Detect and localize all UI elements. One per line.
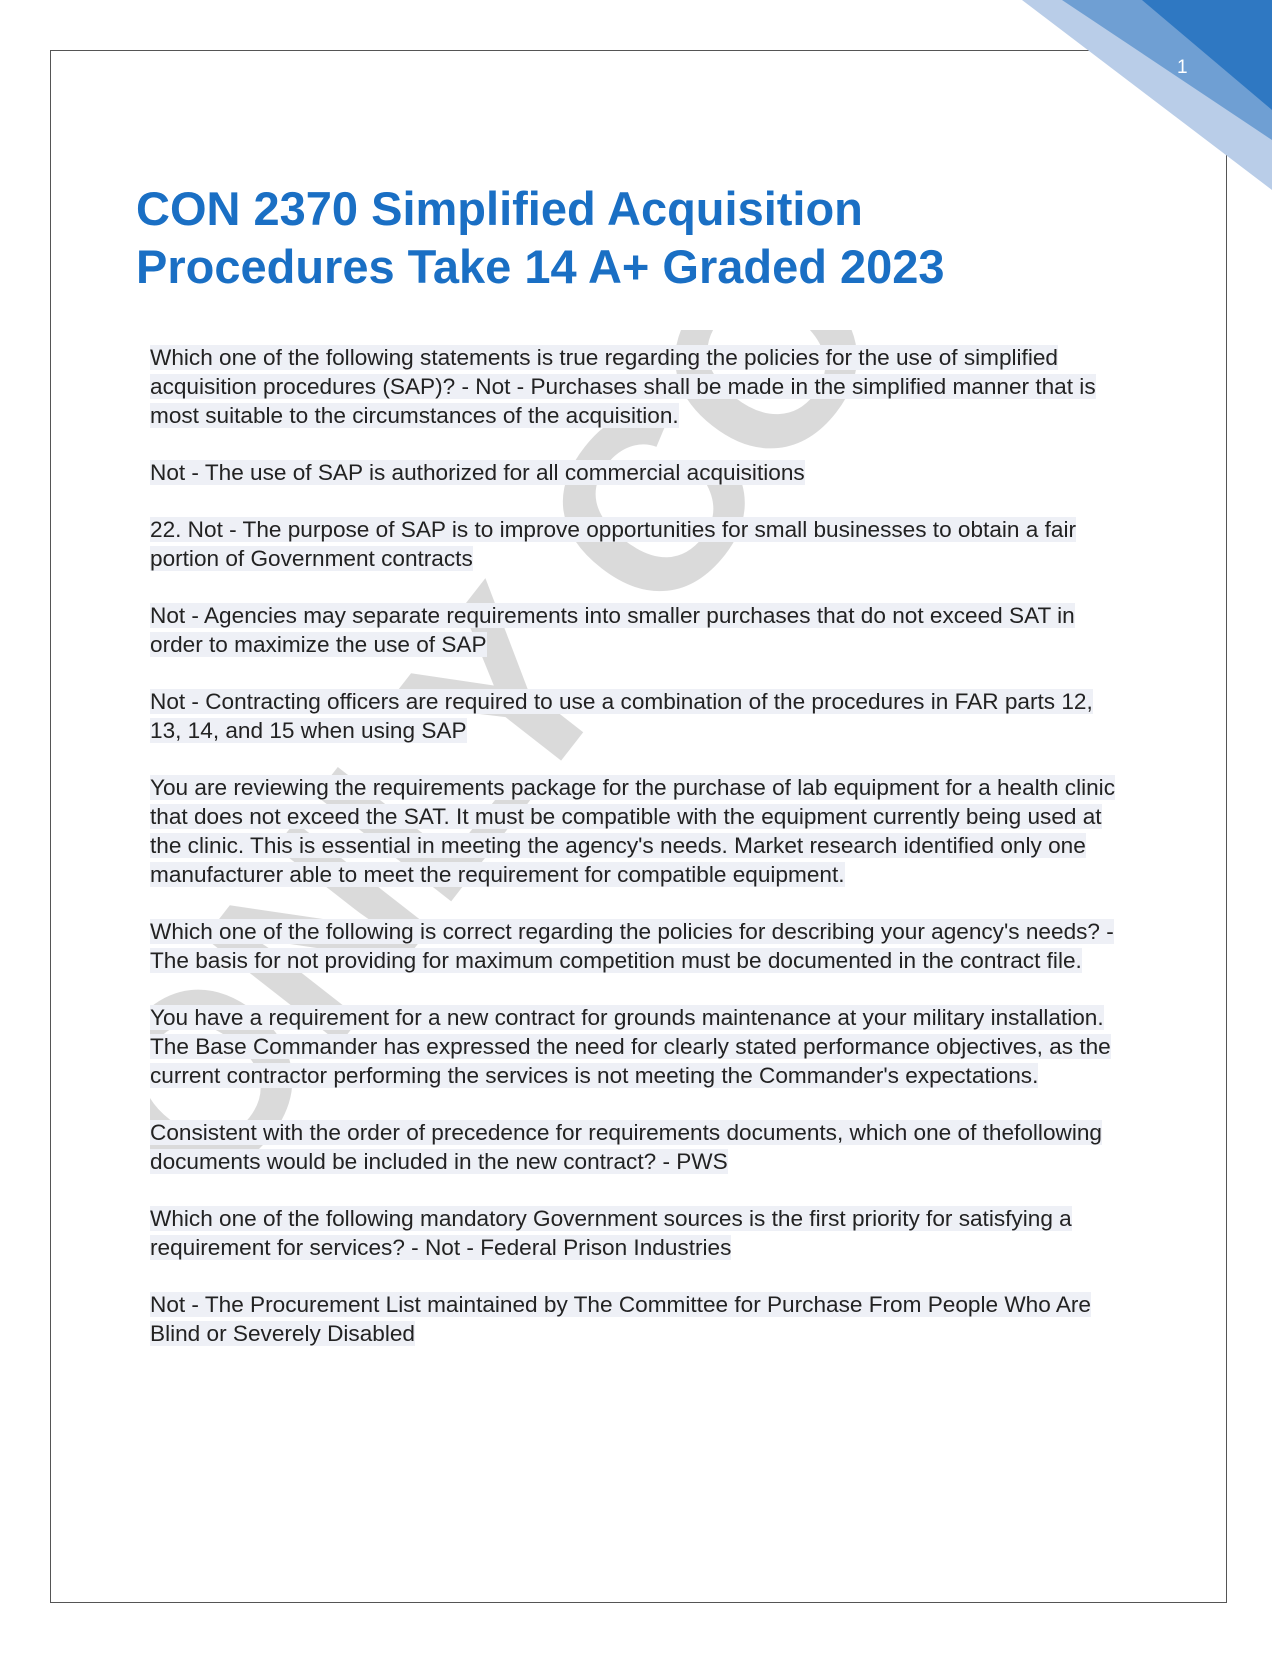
document-body	[150, 343, 1130, 1376]
paragraph-2: Not - The use of SAP is authorized for all commercial acquisitions	[150, 460, 805, 485]
document-title: CON 2370 Simplified Acquisition Procedures Take 14 A+ Graded 2023	[136, 182, 945, 293]
paragraph-6: You are reviewing the requirements package for the purchase of lab equipment for a health clinic that does not exceed the SAT. It must be compatible with the equipment currently being used at the clinic. This is essential in meeting the agency's needs. Market research identified only one manufacturer able to meet the requirement for compatible equipment.	[150, 775, 1115, 887]
paragraph-1: Which one of the following statements is true regarding the policies for the use of simplified acquisition procedures (SAP)? - Not - Purchases shall be made in the simplified manner that is most suitable to the circumstances of the acquisition.	[150, 345, 1096, 428]
page-number: 1	[1177, 57, 1188, 78]
paragraph-9: Consistent with the order of precedence for requirements documents, which one of thefollowing documents would be included in the new contract? - PWS	[150, 1120, 1102, 1174]
corner-decoration	[1022, 0, 1280, 200]
paragraph-8: You have a requirement for a new contract for grounds maintenance at your military installation. The Base Commander has expressed the need for clearly stated performance objectives, as the current contractor performing the services is not meeting the Commander's expectations.	[150, 1005, 1111, 1088]
paragraph-7: Which one of the following is correct regarding the policies for describing your agency's needs? - The basis for not providing for maximum competition must be documented in the contract file.	[150, 919, 1114, 973]
paragraph-3: 22. Not - The purpose of SAP is to improve opportunities for small businesses to obtain a fair portion of Government contracts	[150, 517, 1076, 571]
paragraph-5: Not - Contracting officers are required to use a combination of the procedures in FAR parts 12, 13, 14, and 15 when using SAP	[150, 689, 1093, 743]
paragraph-10: Which one of the following mandatory Government sources is the first priority for satisfying a requirement for services? - Not - Federal Prison Industries	[150, 1206, 1072, 1260]
paragraph-4: Not - Agencies may separate requirements into smaller purchases that do not exceed SAT in order to maximize the use of SAP	[150, 603, 1075, 657]
paragraph-11: Not - The Procurement List maintained by The Committee for Purchase From People Who Are Blind or Severely Disabled	[150, 1292, 1091, 1346]
watermark-text: ONLY	[150, 545, 663, 1230]
